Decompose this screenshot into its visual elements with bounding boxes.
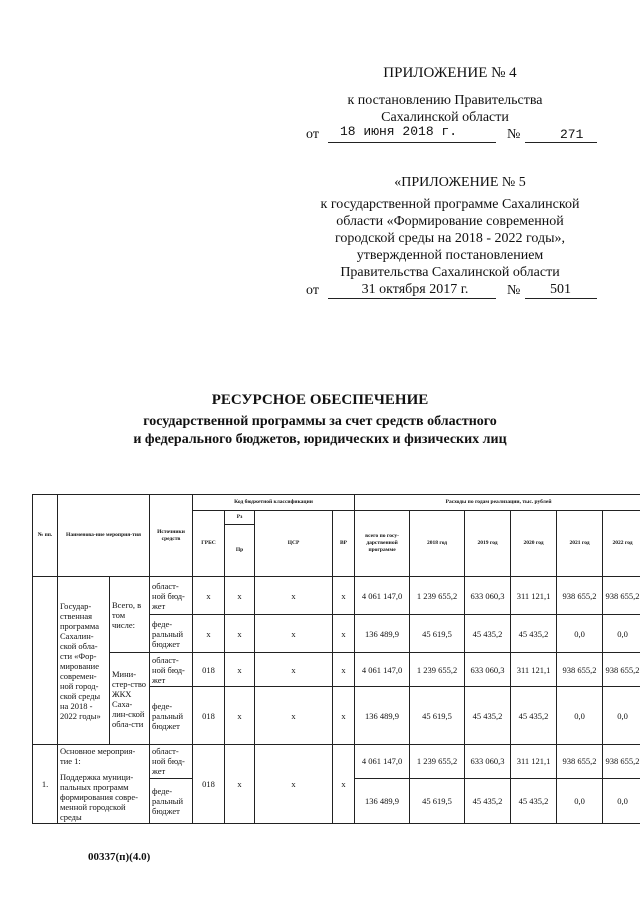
rz-cell: х [225,653,255,687]
header-grbs: ГРБС [193,511,225,577]
table-row [33,745,640,779]
appendix5-number: 501 [550,282,571,297]
grbs-cell: 018 [193,653,225,687]
appendix5-line1: к государственной программе Сахалинской [320,197,580,212]
header-total: всего по госу-дарственной программе [355,511,410,577]
y2018-cell: 45 619,5 [410,615,465,653]
csr-cell: х [255,615,333,653]
grbs-cell: х [193,615,225,653]
y2022-cell: 938 655,2 [603,577,640,615]
table-row [33,653,640,687]
number-label: № [507,127,521,142]
y2022-cell: 0,0 [603,778,640,823]
total-label: Всего, в том числе: [110,577,150,653]
number-underline [525,142,597,143]
y2018-cell: 1 239 655,2 [410,745,465,779]
y2021-cell: 0,0 [557,615,603,653]
vr-cell: х [333,577,355,615]
event-description: Поддержка муници-пальных программ формирования совре-менной городской среды [60,772,139,822]
header-expenses: Расходы по годам реализации, тыс. рублей [355,495,640,511]
document-code: 00337(п)(4.0) [88,851,151,863]
header-2020: 2020 год [511,511,557,577]
header-kbk: Код бюджетной классификации [193,495,355,511]
doc-subtitle-1: государственной программы за счет средств областного [143,414,497,429]
y2020-cell: 311 121,1 [511,577,557,615]
header-2021: 2021 год [557,511,603,577]
y2020-cell: 45 435,2 [511,615,557,653]
source-federal: феде-ральный бюджет [150,615,193,653]
row-num-empty [33,577,58,745]
header-pr: Пр [225,525,255,577]
rz-cell: х [225,615,255,653]
grbs-cell: 018 [193,745,225,824]
program-name: Государ-ственная программа Сахалин-ской обла-сти «Фор-мирование современ-ной город-ской среды на 2018 - 2022 годы» [58,577,110,745]
source-regional: област-ной бюд-жет [150,653,193,687]
resolution-date: 18 июня 2018 г. [340,124,458,139]
total-cell: 136 489,9 [355,687,410,745]
y2018-cell: 45 619,5 [410,687,465,745]
total-cell: 4 061 147,0 [355,653,410,687]
y2021-cell: 938 655,2 [557,577,603,615]
event-title: Основное мероприя-тие 1: [60,746,136,766]
source-federal: феде-ральный бюджет [150,778,193,823]
csr-cell: х [255,653,333,687]
source-regional: област-ной бюд-жет [150,745,193,779]
y2022-cell: 0,0 [603,687,640,745]
appendix5-line3: городской среды на 2018 - 2022 годы», [334,231,566,246]
vr-cell: х [333,687,355,745]
y2019-cell: 45 435,2 [465,687,511,745]
doc-subtitle-2: и федерального бюджетов, юридических и физических лиц [133,432,507,447]
header-2018: 2018 год [410,511,465,577]
resource-table [32,494,640,824]
rz-cell: х [225,745,255,824]
y2021-cell: 938 655,2 [557,745,603,779]
header-2019: 2019 год [465,511,511,577]
appendix5-from-label: от [306,283,319,298]
rz-cell: х [225,687,255,745]
y2020-cell: 311 121,1 [511,745,557,779]
y2021-cell: 0,0 [557,778,603,823]
appendix5-number-label: № [507,283,521,298]
y2018-cell: 45 619,5 [410,778,465,823]
appendix4-title: ПРИЛОЖЕНИЕ № 4 [383,65,517,81]
rz-cell: х [225,577,255,615]
event-name [58,745,150,824]
y2018-cell: 1 239 655,2 [410,577,465,615]
vr-cell: х [333,745,355,824]
resolution-number: 271 [560,127,584,142]
grbs-cell: 018 [193,687,225,745]
header-num: № пп. [33,495,58,577]
header-source: Источники средств [150,495,193,577]
y2019-cell: 633 060,3 [465,577,511,615]
total-cell: 4 061 147,0 [355,745,410,779]
date-underline [328,142,496,143]
total-cell: 4 061 147,0 [355,577,410,615]
table-row [33,577,640,615]
appendix5-line4: утвержденной постановлением [356,248,544,263]
y2021-cell: 0,0 [557,687,603,745]
y2020-cell: 311 121,1 [511,653,557,687]
y2022-cell: 938 655,2 [603,653,640,687]
total-cell: 136 489,9 [355,615,410,653]
region-line: Сахалинской области [381,110,509,125]
appendix5-title: «ПРИЛОЖЕНИЕ № 5 [394,175,526,190]
source-regional: област-ной бюд-жет [150,577,193,615]
y2020-cell: 45 435,2 [511,778,557,823]
grbs-cell: х [193,577,225,615]
event-number: 1. [33,745,58,824]
source-federal: феде-ральный бюджет [150,687,193,745]
y2020-cell: 45 435,2 [511,687,557,745]
y2022-cell: 938 655,2 [603,745,640,779]
csr-cell: х [255,577,333,615]
y2022-cell: 0,0 [603,615,640,653]
doc-title: РЕСУРСНОЕ ОБЕСПЕЧЕНИЕ [211,392,429,408]
ministry-label: Мини-стер-ство ЖКХ Саха-лин-ской обла-сти [110,653,150,745]
y2019-cell: 633 060,3 [465,745,511,779]
header-csr: ЦСР [255,511,333,577]
appendix5-line2: области «Формирование современной [336,214,564,229]
y2019-cell: 45 435,2 [465,615,511,653]
csr-cell: х [255,745,333,824]
header-vr: ВР [333,511,355,577]
y2019-cell: 633 060,3 [465,653,511,687]
csr-cell: х [255,687,333,745]
header-rz: Рз [225,511,255,525]
y2021-cell: 938 655,2 [557,653,603,687]
header-2022: 2022 год [603,511,640,577]
y2019-cell: 45 435,2 [465,778,511,823]
total-cell: 136 489,9 [355,778,410,823]
y2018-cell: 1 239 655,2 [410,653,465,687]
header-name: Наименова-ние мероприя-тия [58,495,150,577]
appendix5-line5: Правительства Сахалинской области [340,265,560,280]
vr-cell: х [333,615,355,653]
appendix5-date: 31 октября 2017 г. [361,282,469,297]
resolution-line: к постановлению Правительства [347,93,543,108]
from-label: от [306,127,319,142]
vr-cell: х [333,653,355,687]
